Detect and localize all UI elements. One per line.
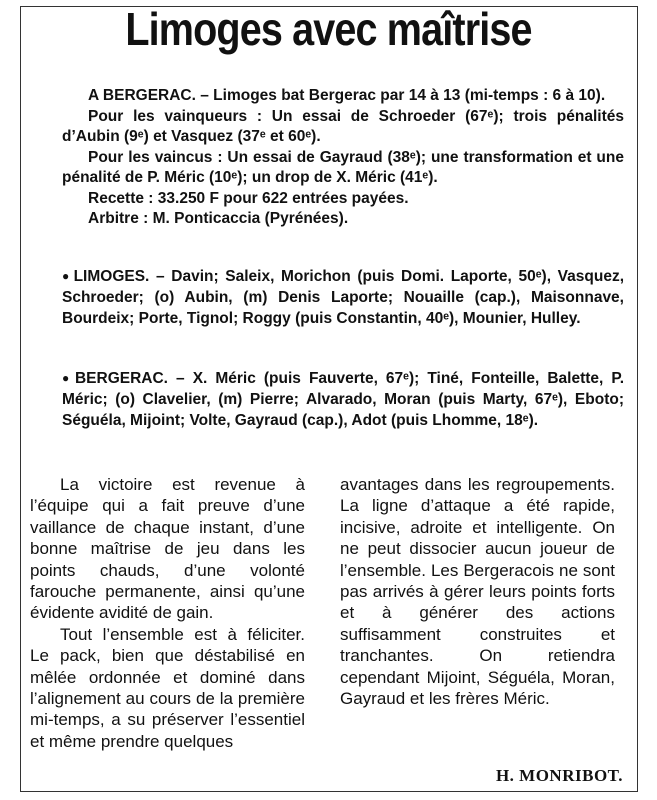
team-name-bergerac: ● BERGERAC. [62, 370, 168, 387]
article-body-left-column [30, 474, 305, 752]
body-paragraph: La victoire est revenue à l’équipe qui a fait preuve d’une vaillance de chaque instant, d’une bonne maîtrise de jeu dans les points chauds, d’une volonté farouche permanente, ainsi qu’une évidente avidité de gain. [30, 475, 305, 623]
match-receipts: Recette : 33.250 F pour 622 entrées payées. [88, 189, 409, 207]
match-score: A BERGERAC. – Limoges bat Bergerac par 14 à 13 (mi-temps : 6 à 10). [88, 87, 606, 104]
team-players-bergerac: – X. Méric (puis Fauverte, 67ᵉ); Tiné, Fonteille, Balette, P. Méric; (o) Clavelier, (m) Pierre; Alvarado, Moran (puis Marty, 67ᵉ), Eboto; Séguéla, Mijoint; Volte, Gayraud (cap.), Adot (puis Lhomme, 18ᵉ). [62, 370, 624, 429]
winners-scoring: Pour les vainqueurs : Un essai de Schroeder (67ᵉ); trois pénalités d’Aubin (9ᵉ) et Vasquez (37ᵉ et 60ᵉ). [62, 107, 624, 145]
team-name-limoges: ● LIMOGES. [62, 268, 149, 285]
team-lineup-limoges [62, 266, 624, 329]
match-referee: Arbitre : M. Ponticaccia (Pyrénées). [88, 210, 349, 227]
article-body-right-column [340, 474, 615, 709]
match-summary [62, 86, 624, 230]
body-paragraph: Tout l’ensemble est à féliciter. Le pack, bien que déstabilisé en mêlée ordonnée et dominé dans l’alignement au cours de la première mi-temps, a su préserver l’essentiel et même prendre quelques [30, 624, 305, 751]
article-title: Limoges avec maîtrise [125, 3, 532, 55]
losers-scoring: Pour les vaincus : Un essai de Gayraud (38ᵉ); une transformation et une pénalité de P. Méric (10ᵉ); un drop de X. Méric (41ᵉ). [62, 148, 624, 186]
team-players-limoges: – Davin; Saleix, Morichon (puis Domi. Laporte, 50ᵉ), Vasquez, Schroeder; (o) Aubin, (m) Denis Laporte; Nouaille (cap.), Maisonnave, Bourdeix; Porte, Tignol; Roggy (puis Constantin, 40ᵉ), Mounier, Hulley. [62, 268, 624, 327]
author-signature: H. MONRIBOT. [495, 766, 623, 785]
team-lineup-bergerac [62, 368, 624, 431]
body-paragraph: avantages dans les regroupements. La ligne d’attaque a été rapide, incisive, adroite et intelligente. On ne peut dissocier aucun joueur de l’ensemble. Les Bergeracois ne sont pas arrivés à gérer leurs points forts et à générer des actions suffisamment construites et tranchantes. On retiendra cependant Mijoint, Séguéla, Moran, Gayraud et les frères Méric. [340, 475, 615, 709]
